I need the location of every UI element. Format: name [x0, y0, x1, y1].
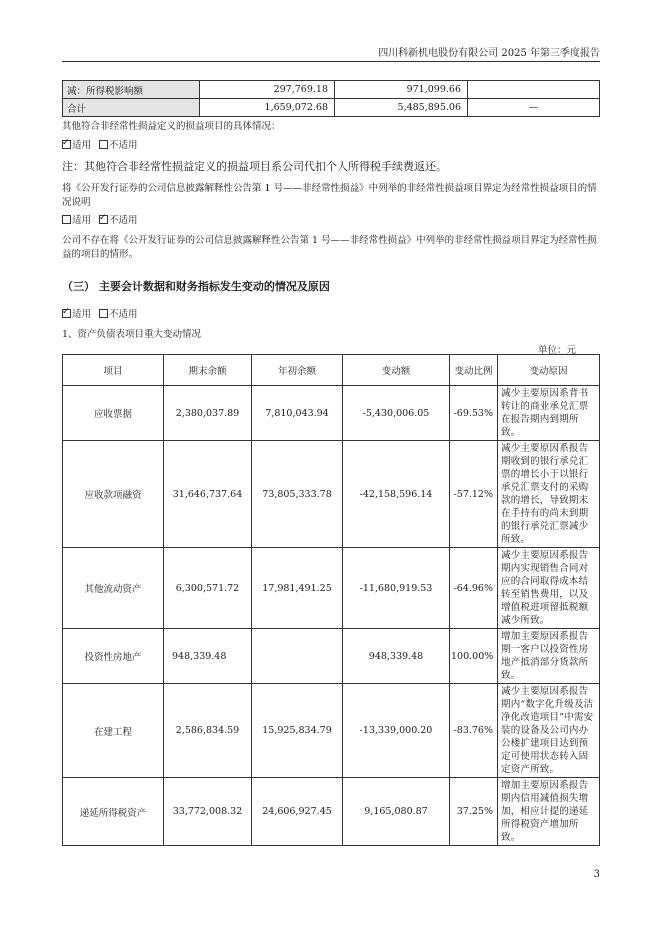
begin-balance: 24,606,927.45 — [252, 778, 343, 846]
table-row — [63, 548, 600, 629]
change-ratio: 37.25% — [450, 778, 498, 846]
change-amount: -13,339,000.20 — [343, 684, 450, 778]
other-items-note: 注：其他符合非经常性损益定义的损益项目系公司代扣个人所得税手续费返还。 — [62, 160, 447, 173]
begin-balance: 7,810,043.94 — [252, 386, 343, 441]
cell-value: — — [468, 99, 600, 117]
checkbox-label: 适用 — [72, 140, 92, 151]
change-reason: 减少主要原因系背书转让的商业承兑汇票在报告期内到期所致。 — [498, 386, 600, 441]
tax-impact-table — [62, 80, 600, 117]
checkbox-applicable-checked[interactable] — [62, 309, 71, 318]
header-divider — [62, 61, 600, 62]
change-amount: -42,158,596.14 — [343, 441, 450, 548]
begin-balance — [252, 629, 343, 684]
item-name: 应收票据 — [63, 386, 164, 441]
report-header: 四川科新机电股份有限公司 2025 年第三季度报告 — [378, 48, 600, 59]
page-number: 3 — [593, 869, 600, 880]
classification-checkboxes — [62, 214, 138, 228]
checkbox-applicable-checked[interactable] — [62, 140, 71, 149]
classification-statement: 公司不存在将《公开发行证券的公司信息披露解释性公告第 1 号——非经常性损益》中列举的非经常性损益项目界定为经常性损益的项目的情形。 — [62, 235, 597, 260]
other-items-desc: 其他符合非经常性损益定义的损益项目的具体情况： — [62, 121, 281, 132]
table-row — [63, 386, 600, 441]
begin-balance: 15,925,834.79 — [252, 684, 343, 778]
column-header: 变动比例 — [450, 355, 498, 386]
table-row — [63, 778, 600, 846]
unit-label: 单位：元 — [537, 345, 576, 356]
checkbox-label: 不适用 — [109, 215, 138, 226]
begin-balance: 73,805,333.78 — [252, 441, 343, 548]
table-row — [63, 99, 600, 117]
change-reason: 增加主要原因系报告期一客户以投资性房地产抵消部分货款所致。 — [498, 629, 600, 684]
end-balance: 6,300,571.72 — [164, 548, 252, 629]
change-ratio: 100.00% — [450, 629, 498, 684]
balance-change-table — [62, 354, 600, 846]
checkbox-label: 不适用 — [109, 309, 138, 320]
end-balance: 31,646,737.64 — [164, 441, 252, 548]
change-ratio: -57.12% — [450, 441, 498, 548]
item-name: 应收款项融资 — [63, 441, 164, 548]
checkbox-label: 不适用 — [109, 140, 138, 151]
checkbox-applicable[interactable] — [62, 215, 71, 224]
change-reason: 减少主要原因系报告期内实现销售合同对应的合同取得成本结转至销售费用，以及增值税进项留抵税额减少所致。 — [498, 548, 600, 629]
table-row — [63, 684, 600, 778]
change-amount: 9,165,080.87 — [343, 778, 450, 846]
end-balance: 948,339.48 — [164, 629, 252, 684]
change-ratio: -83.76% — [450, 684, 498, 778]
column-header: 年初余额 — [252, 355, 343, 386]
checkbox-not-applicable[interactable] — [99, 140, 108, 149]
row-label: 合计 — [63, 99, 200, 117]
item-name: 在建工程 — [63, 684, 164, 778]
cell-value: 297,769.18 — [200, 81, 335, 99]
column-header: 变动原因 — [498, 355, 600, 386]
checkbox-not-applicable[interactable] — [99, 309, 108, 318]
column-header: 变动额 — [343, 355, 450, 386]
section3-checkboxes — [62, 308, 138, 322]
column-header: 项目 — [63, 355, 164, 386]
other-items-checkboxes — [62, 139, 138, 153]
cell-value: 1,659,072.68 — [200, 99, 335, 117]
end-balance: 2,586,834.59 — [164, 684, 252, 778]
end-balance: 33,772,008.32 — [164, 778, 252, 846]
sub-title: 1、资产负债表项目重大变动情况 — [62, 329, 202, 340]
table-row — [63, 441, 600, 548]
change-amount: -11,680,919.53 — [343, 548, 450, 629]
change-reason: 减少主要原因系报告期收到的银行承兑汇票的增长小于以银行承兑汇票支付的采购款的增长，导致期末在手持有的尚未到期的银行承兑汇票减少所致。 — [498, 441, 600, 548]
classification-desc: 将《公开发行证券的公司信息披露解释性公告第 1 号——非经常性损益》中列举的非经常性损益项目界定为经常性损益项目的情况说明 — [62, 183, 597, 208]
change-ratio: -69.53% — [450, 386, 498, 441]
change-ratio: -64.96% — [450, 548, 498, 629]
table-row — [63, 81, 600, 99]
checkbox-label: 适用 — [72, 215, 92, 226]
checkbox-not-applicable-checked[interactable] — [99, 215, 108, 224]
section-title: （三） 主要会计数据和财务指标发生变动的情况及原因 — [62, 280, 330, 293]
table-row — [63, 629, 600, 684]
checkbox-label: 适用 — [72, 309, 92, 320]
cell-value: 971,099.66 — [335, 81, 468, 99]
item-name: 投资性房地产 — [63, 629, 164, 684]
item-name: 递延所得税资产 — [63, 778, 164, 846]
row-label: 减：所得税影响额 — [63, 81, 200, 99]
change-reason: 增加主要原因系报告期内信用减值损失增加，相应计提的递延所得税资产增加所致。 — [498, 778, 600, 846]
change-amount: -5,430,006.05 — [343, 386, 450, 441]
cell-value: 5,485,895.06 — [335, 99, 468, 117]
change-amount: 948,339.48 — [343, 629, 450, 684]
end-balance: 2,380,037.89 — [164, 386, 252, 441]
cell-value — [468, 81, 600, 99]
table-header-row — [63, 355, 600, 386]
begin-balance: 17,981,491.25 — [252, 548, 343, 629]
item-name: 其他流动资产 — [63, 548, 164, 629]
column-header: 期末余额 — [164, 355, 252, 386]
change-reason: 减少主要原因系报告期内“数字化升级及洁净化改造项目”中需安装的设备及公司内办公楼扩建项目达到预定可使用状态转入固定资产所致。 — [498, 684, 600, 778]
